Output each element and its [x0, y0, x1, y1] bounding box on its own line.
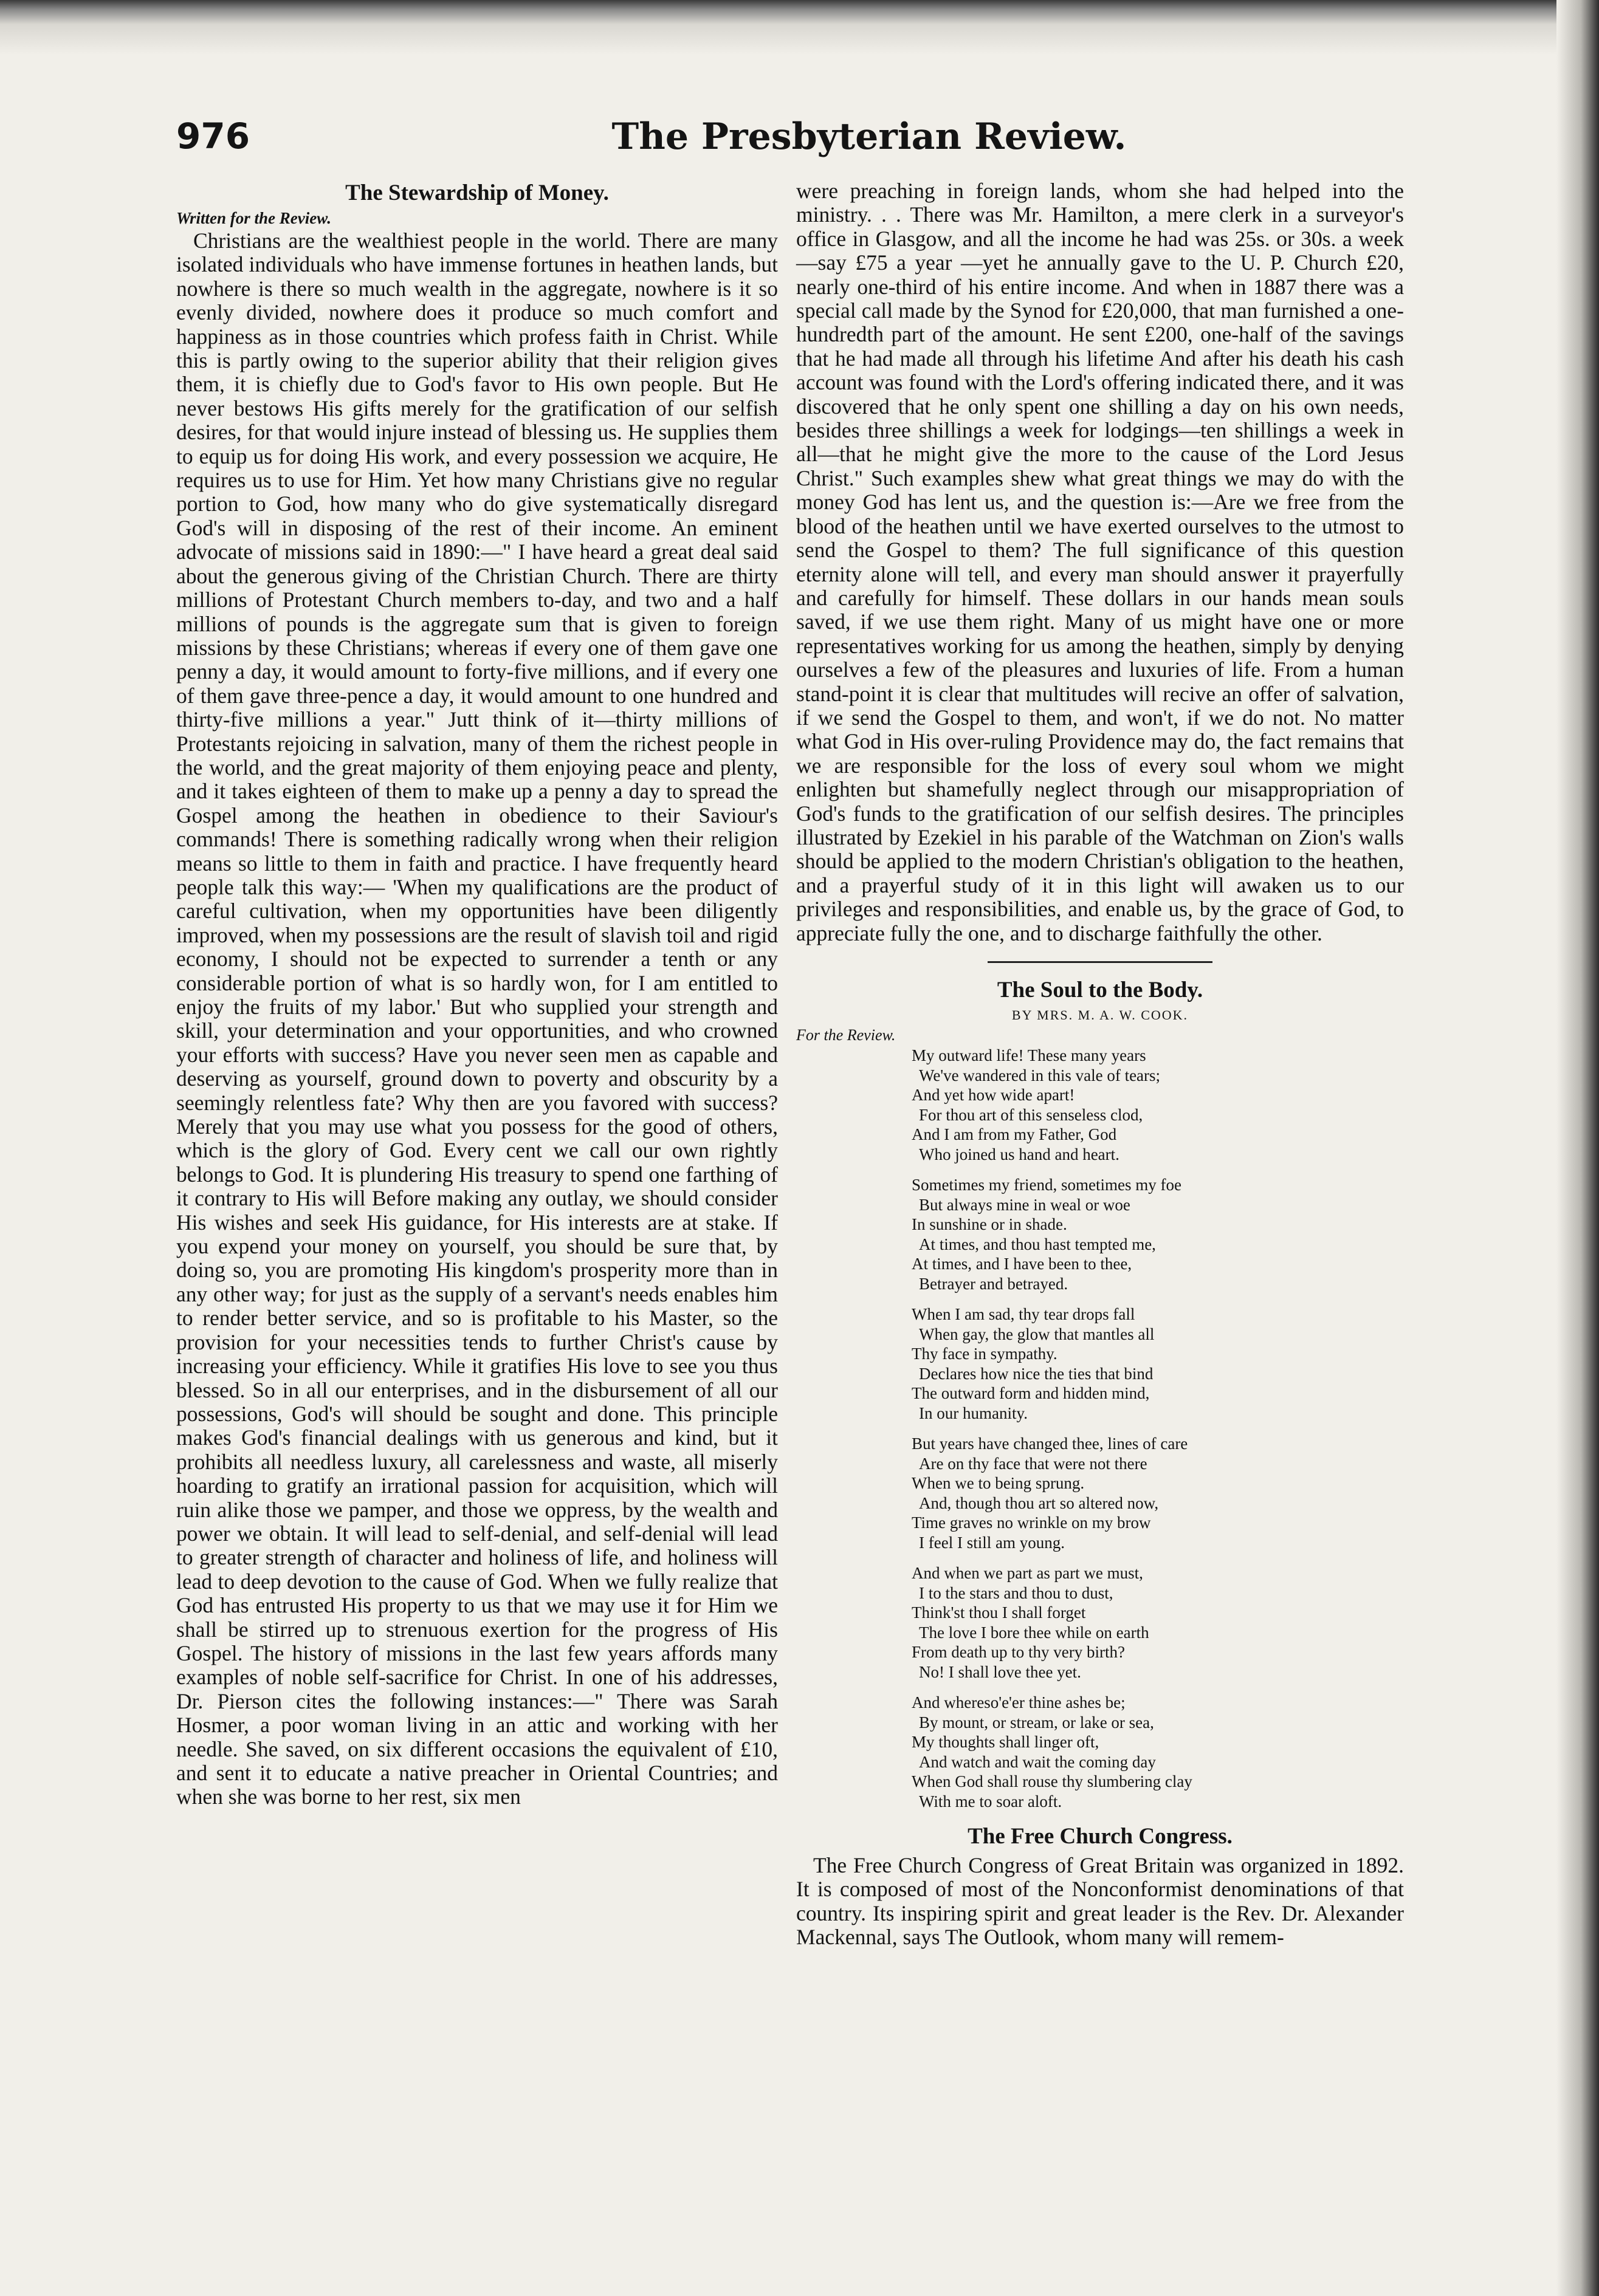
- poem-line: Declares how nice the ties that bind: [919, 1364, 1154, 1383]
- poem-line: Who joined us hand and heart.: [919, 1145, 1119, 1163]
- poem-line: And when we part as part we must,: [912, 1564, 1143, 1582]
- poem-line: But years have changed thee, lines of care: [912, 1434, 1188, 1453]
- scan-right-edge: [1556, 0, 1599, 2296]
- section-divider: [988, 961, 1212, 963]
- article2-title: The Free Church Congress.: [968, 1824, 1233, 1849]
- poem-line: When I am sad, thy tear drops fall: [912, 1305, 1135, 1323]
- poem-line: By mount, or stream, or lake or sea,: [919, 1713, 1154, 1732]
- poem-line: The love I bore thee while on earth: [919, 1623, 1149, 1642]
- right-column: [796, 179, 1404, 1950]
- poem-line: At times, and thou hast tempted me,: [919, 1235, 1156, 1253]
- poem-line: And watch and wait the coming day: [919, 1752, 1156, 1771]
- poem-line: No! I shall love thee yet.: [919, 1662, 1081, 1681]
- poem-stanza: [912, 1046, 1404, 1164]
- poem-title: The Soul to the Body.: [997, 978, 1203, 1002]
- poem-line: Are on thy face that were not there: [919, 1454, 1147, 1473]
- poem-line: From death up to thy very birth?: [912, 1643, 1125, 1661]
- poem-line: Think'st thou I shall forget: [912, 1603, 1086, 1622]
- poem-line: I to the stars and thou to dust,: [919, 1583, 1113, 1602]
- poem-line: With me to soar aloft.: [919, 1792, 1062, 1811]
- page-number: 976: [176, 115, 250, 157]
- poem-author: BY MRS. M. A. W. COOK.: [1011, 1007, 1189, 1023]
- poem-stanza: [912, 1304, 1404, 1423]
- poem-line: In our humanity.: [919, 1403, 1028, 1422]
- poem-line: I feel I still am young.: [919, 1533, 1065, 1552]
- article-title: The Stewardship of Money.: [345, 180, 609, 205]
- poem-line: Thy face in sympathy.: [912, 1345, 1057, 1363]
- poem-line: The outward form and hidden mind,: [912, 1384, 1150, 1402]
- poem-line: When gay, the glow that mantles all: [919, 1324, 1155, 1343]
- poem-stanza: [912, 1434, 1404, 1552]
- poem-note: For the Review.: [796, 1026, 896, 1044]
- poem-stanza: [912, 1693, 1404, 1811]
- poem-line: And, though thou art so altered now,: [919, 1493, 1159, 1512]
- article-paragraph: Christians are the wealthiest people in the world. There are many isolated individuals who have immense fortunes in heathen lands, but nowhere is there so much wealth in the aggregate, nowhere is it so evenly divided, nowhere does it produce so much comfort and happiness as in those countries which profess faith in Christ. While this is partly owing to the superior ability that their religion gives them, it is chiefly due to God's favor to His own people. But He never bestows His gifts merely for the gratification of our selfish desires, for that would injure instead of blessing us. He supplies them to equip us for doing His work, and every possession we acquire, He requires us to use for Him. Yet how many Christians give no regular portion to God, how many who do give systematically disregard God's will in disposing of the rest of their income. An eminent advocate of missions said in 1890:—" I have heard a great deal said about the generous giving of the Christian Church. There are thirty millions of Protestant Church members to-day, and two and a half millions of pounds is the aggregate sum that is given to foreign missions by these Christians; whereas if every one of them gave one penny a day, it would amount to forty-five millions, and if every one of them gave three-pence a day, it would amount to one hundred and thirty-five millions a year." Jutt think of it—thirty millions of Protestants rejoicing in salvation, many of them the richest people in the world, and the great majority of them enjoying peace and plenty, and it takes eighteen of them to make up a penny a day to spread the Gospel among the heathen in obedience to their Saviour's commands! There is something radically wrong when their religion means so little to them in faith and practice. I have frequently heard people talk this way:— 'When my qualifications are the product of careful cultivation, when my opportunities have been diligently improved, when my possessions are the result of slavish toil and rigid economy, I should not be expected to surrender a tenth or any considerable portion of what is so hardly won, for I am entitled to enjoy the fruits of my labor.' But who supplied your strength and skill, your determination and your opportunities, and who crowned your efforts with success? Have you never seen men as capable and deserving as yourself, ground down to poverty and obscurity by a seemingly relentless fate? Why then are you favored with success? Merely that you may use what you possess for the good of others, which is the glory of God. Every cent we call our own rightly belongs to God. It is plundering His treasury to spend one farthing of it contrary to His will Before making any outlay, we should consider His wishes and seek His guidance, for His interests are at stake. If you expend your money on yourself, you should be sure that, by doing so, you are promoting His kingdom's prosperity more than in any other way; for just as the supply of a servant's needs enables him to render better service, and so is profitable to his Master, so the provision for your necessities tends to further Christ's cause by increasing your efficiency. While it gratifies His love to see you thus blessed. So in all our enterprises, and in the disbursement of all our possessions, God's will should be sought and done. This principle makes God's financial dealings with us generous and kind, but it prohibits all needless luxury, all carelessness and waste, all miserly hoarding to gratify an irrational passion for acquisition, which will ruin alike those we pamper, and those we oppress, by the wealth and power we obtain. It will lead to self-denial, and self-denial will lead to greater strength of character and holiness of life, and holiness will lead to deep devotion to the cause of God. When we fully realize that God has entrusted His property to us that we may use it for Him we shall be stirred up to strenuous exertion for the progress of His Gospel. The history of missions in the last few years affords many examples of noble self-sacrifice for Christ. In one of his addresses, Dr. Pierson cites the following instances:—" There was Sarah Hosmer, a poor woman living in an attic and working with her needle. She saved, on six different occasions the equivalent of £10, and sent it to educate a native preacher in Oriental Countries; and when she was borne to her rest, six men: [176, 228, 778, 1809]
- poem-stanza: [912, 1175, 1404, 1294]
- poem-line: My outward life! These many years: [912, 1046, 1146, 1064]
- article-paragraph-continued: were preaching in foreign lands, whom she had helped into the ministry. . . There was Mr. Hamilton, a mere clerk in a surveyor's office in Glasgow, and all the income he had was 25s. or 30s. a week—say £75 a year —yet he annually gave to the U. P. Church £20, nearly one-third of his entire income. And when in 1887 there was a special call made by the Synod for £20,000, that man furnished a one-hundredth part of the amount. He sent £200, one-half of the savings that he had made all through his lifetime And after his death his cash account was found with the Lord's offering indicated there, and it was discovered that he only spent one shilling a day on his own needs, besides three shillings a week for lodgings—ten shillings a week in all—that he might give the more to the cause of the Lord Jesus Christ." Such examples shew what great things we may do with the money God has lent us, and the question is:—Are we free from the blood of the heathen until we have exerted ourselves to the utmost to send the Gospel to them? The full significance of this question eternity alone will tell, and every man should answer it prayerfully and carefully for himself. These dollars in our hands mean souls saved, if we use them right. Many of us might have one or more representatives working for us among the heathen, simply by denying ourselves a few of the pleasures and luxuries of life. From a human stand-point it is clear that multitudes will recive an offer of salvation, if we send the Gospel to them, and won't, if we do not. No matter what God in His over-ruling Providence may do, the fact remains that we are responsible for the loss of every soul whom we might enlighten but shamefully neglect through our misappropriation of God's funds to the gratification of our selfish desires. The principles illustrated by Ezekiel in his parable of the Watchman on Zion's walls should be applied to the modern Christian's obligation to the heathen, and a prayerful study of it in this light will awaken us to our privileges and responsibilities, and enable us, by the grace of God, to appreciate fully the one, and to discharge faithfully the other.: [796, 179, 1404, 945]
- poem-line: Sometimes my friend, sometimes my foe: [912, 1176, 1181, 1194]
- poem-line: When God shall rouse thy slumbering clay: [912, 1772, 1192, 1791]
- poem-line: But always mine in weal or woe: [919, 1195, 1130, 1214]
- poem-line: And yet how wide apart!: [912, 1086, 1075, 1104]
- poem-line: When we to being sprung.: [912, 1474, 1085, 1492]
- page-header: [176, 115, 1410, 170]
- article2-paragraph: The Free Church Congress of Great Britain was organized in 1892. It is composed of most of the Nonconformist denominations of that country. Its inspiring spirit and great leader is the Rev. Dr. Alexander Mackennal, says The Outlook, whom many will remem-: [796, 1853, 1404, 1950]
- poem-line: Betrayer and betrayed.: [919, 1274, 1068, 1293]
- poem-line: At times, and I have been to thee,: [912, 1255, 1132, 1273]
- poem-line: Time graves no wrinkle on my brow: [912, 1513, 1151, 1532]
- poem-line: In sunshine or in shade.: [912, 1215, 1067, 1233]
- poem-stanza: [912, 1563, 1404, 1682]
- scan-top-edge: [0, 0, 1599, 67]
- poem-line: And whereso'e'er thine ashes be;: [912, 1693, 1126, 1712]
- poem-line: My thoughts shall linger oft,: [912, 1733, 1099, 1751]
- poem-line: We've wandered in this vale of tears;: [919, 1066, 1161, 1085]
- poem-body: [912, 1046, 1404, 1811]
- article-note: Written for the Review.: [176, 209, 331, 227]
- poem-line: And I am from my Father, God: [912, 1125, 1117, 1143]
- running-head: The Presbyterian Review.: [611, 115, 1127, 158]
- left-column: [176, 179, 778, 1809]
- poem-line: For thou art of this senseless clod,: [919, 1105, 1143, 1124]
